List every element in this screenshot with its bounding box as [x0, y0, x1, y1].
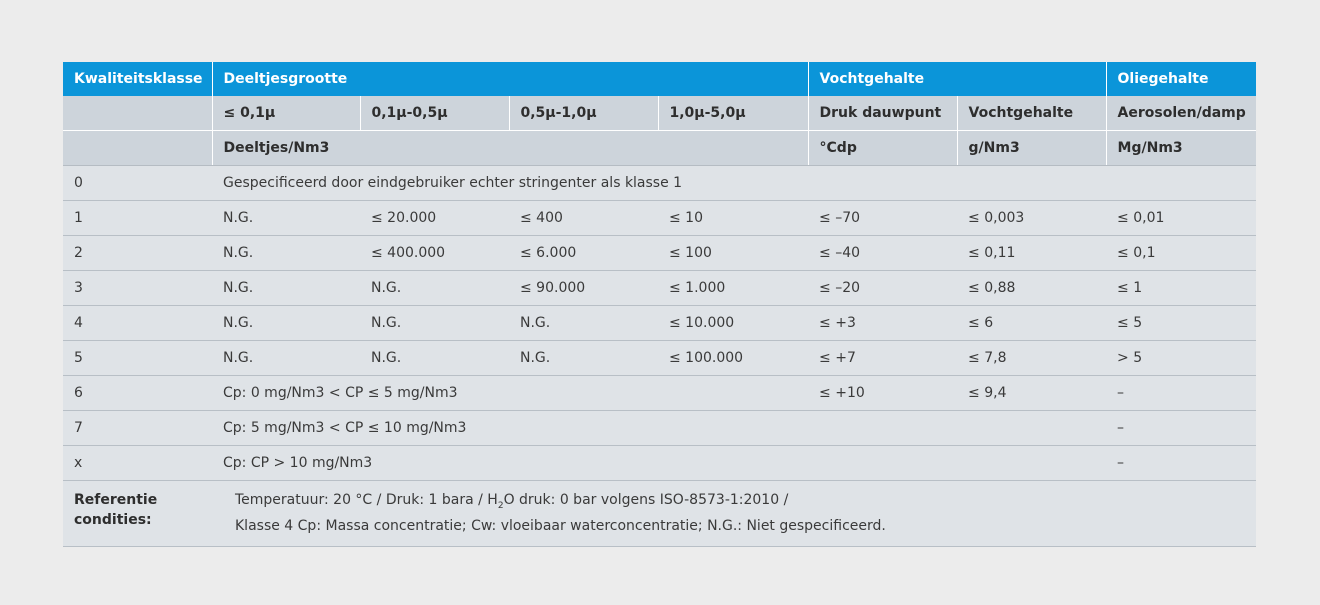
cell-class: 2: [63, 236, 212, 271]
table-row: [63, 306, 1256, 341]
cell-p3: ≤ 6.000: [509, 236, 658, 271]
cell-class: 1: [63, 201, 212, 236]
cell-oil: –: [1106, 446, 1256, 481]
cell-p3: N.G.: [509, 306, 658, 341]
cell-oil: –: [1106, 376, 1256, 411]
cell-p3: N.G.: [509, 341, 658, 376]
subheader-empty: [63, 96, 212, 131]
table-row: [63, 376, 1256, 411]
units-empty: [63, 131, 212, 166]
units-particles: Deeltjes/Nm3: [212, 131, 808, 166]
cell-oil: > 5: [1106, 341, 1256, 376]
cell-dewpoint: ≤ –70: [808, 201, 957, 236]
cell-p4: ≤ 1.000: [658, 271, 808, 306]
cell-dewpoint: ≤ +3: [808, 306, 957, 341]
cell-class: 0: [63, 166, 212, 201]
cell-p4: ≤ 10.000: [658, 306, 808, 341]
cell-class: 6: [63, 376, 212, 411]
subheader-aerosol: Aerosolen/damp: [1106, 96, 1256, 131]
table-row: [63, 341, 1256, 376]
cell-p3: ≤ 400: [509, 201, 658, 236]
cell-p1: N.G.: [212, 271, 360, 306]
cell-p2: N.G.: [360, 271, 509, 306]
units-moisture: g/Nm3: [957, 131, 1106, 166]
header-class: Kwaliteitsklasse: [63, 62, 212, 96]
units-dewpoint: °Cdp: [808, 131, 957, 166]
subheader-row: [63, 96, 1256, 131]
cell-p1: N.G.: [212, 201, 360, 236]
cell-class: x: [63, 446, 212, 481]
reference-line1-a: Temperatuur: 20 °C / Druk: 1 bara / H: [235, 492, 498, 508]
cell-dewpoint: ≤ –40: [808, 236, 957, 271]
subheader-p4: 1,0µ-5,0µ: [658, 96, 808, 131]
subheader-dewpoint: Druk dauwpunt: [808, 96, 957, 131]
subheader-p3: 0,5µ-1,0µ: [509, 96, 658, 131]
cell-oil: ≤ 5: [1106, 306, 1256, 341]
cell-oil: –: [1106, 411, 1256, 446]
cell-moisture: ≤ 7,8: [957, 341, 1106, 376]
cell-cp: Cp: 5 mg/Nm3 < CP ≤ 10 mg/Nm3: [212, 411, 1106, 446]
cell-class: 3: [63, 271, 212, 306]
header-particles: Deeltjesgrootte: [212, 62, 808, 96]
header-oil: Oliegehalte: [1106, 62, 1256, 96]
reference-conditions: [63, 481, 1256, 547]
cell-oil: ≤ 0,1: [1106, 236, 1256, 271]
cell-oil: ≤ 1: [1106, 271, 1256, 306]
table-row: [63, 271, 1256, 306]
subheader-p2: 0,1µ-0,5µ: [360, 96, 509, 131]
cell-moisture: ≤ 9,4: [957, 376, 1106, 411]
subheader-p1: ≤ 0,1µ: [212, 96, 360, 131]
cell-description: Gespecificeerd door eindgebruiker echter stringenter als klasse 1: [212, 166, 1256, 201]
cell-cp: Cp: CP > 10 mg/Nm3: [212, 446, 1106, 481]
cell-p4: ≤ 100: [658, 236, 808, 271]
header-moisture: Vochtgehalte: [808, 62, 1106, 96]
cell-p2: ≤ 20.000: [360, 201, 509, 236]
reference-conditions-row: [63, 481, 1256, 547]
cell-dewpoint: ≤ +7: [808, 341, 957, 376]
reference-line2: Klasse 4 Cp: Massa concentratie; Cw: vloeibaar waterconcentratie; N.G.: Niet gespecificeerd.: [235, 517, 886, 534]
cell-p1: N.G.: [212, 306, 360, 341]
cell-class: 7: [63, 411, 212, 446]
cell-dewpoint: ≤ +10: [808, 376, 957, 411]
units-oil: Mg/Nm3: [1106, 131, 1256, 166]
cell-p2: ≤ 400.000: [360, 236, 509, 271]
reference-line1-b: O druk: 0 bar volgens ISO-8573-1:2010 /: [503, 492, 789, 508]
header-row: [63, 62, 1256, 96]
reference-text: [235, 490, 886, 536]
cell-dewpoint: ≤ –20: [808, 271, 957, 306]
table-row: [63, 166, 1256, 201]
cell-p2: N.G.: [360, 306, 509, 341]
table-row: [63, 201, 1256, 236]
cell-p1: N.G.: [212, 341, 360, 376]
table-row: [63, 236, 1256, 271]
reference-label: Referentie condities:: [74, 492, 158, 528]
cell-p2: N.G.: [360, 341, 509, 376]
cell-class: 5: [63, 341, 212, 376]
cell-class: 4: [63, 306, 212, 341]
units-row: [63, 131, 1256, 166]
cell-moisture: ≤ 0,003: [957, 201, 1106, 236]
cell-moisture: ≤ 0,11: [957, 236, 1106, 271]
quality-class-table: [63, 62, 1256, 547]
table-row: [63, 446, 1256, 481]
reference-line1-sub: 2: [497, 500, 504, 511]
cell-p1: N.G.: [212, 236, 360, 271]
table-row: [63, 411, 1256, 446]
cell-oil: ≤ 0,01: [1106, 201, 1256, 236]
quality-class-table-container: [63, 62, 1256, 547]
cell-p3: ≤ 90.000: [509, 271, 658, 306]
cell-p4: ≤ 10: [658, 201, 808, 236]
cell-moisture: ≤ 6: [957, 306, 1106, 341]
subheader-moisture: Vochtgehalte: [957, 96, 1106, 131]
cell-cp: Cp: 0 mg/Nm3 < CP ≤ 5 mg/Nm3: [212, 376, 808, 411]
cell-p4: ≤ 100.000: [658, 341, 808, 376]
cell-moisture: ≤ 0,88: [957, 271, 1106, 306]
